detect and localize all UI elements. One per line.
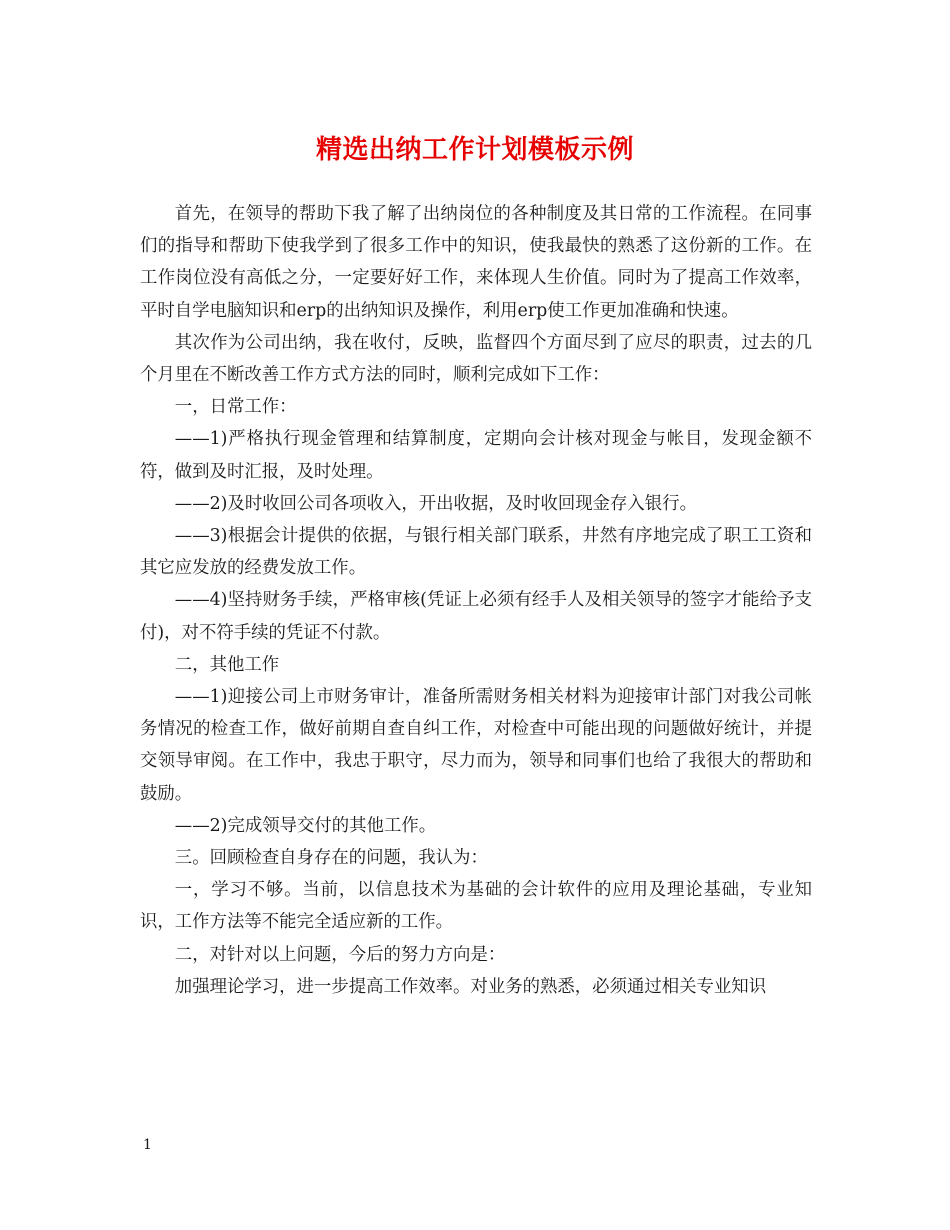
- document-title: 精选出纳工作计划模板示例: [315, 135, 634, 165]
- section-heading-review: 三。回顾检查自身存在的问题，我认为：: [174, 848, 488, 869]
- list-item-other-2: ——2)完成领导交付的其他工作。: [174, 815, 437, 836]
- paragraph-intro: 首先，在领导的帮助下我了解了出纳岗位的各种制度及其日常的工作流程。在同事们的指导和帮助下使我学到了很多工作中的知识，使我最快的熟悉了这份新的工作。在工作岗位没有高低之分，一定要好好工作，来体现人生价值。同时为了提高工作效率，平时自学电脑知识和erp的出纳知识及操作，利用erp使工作更加准确和快速。: [140, 204, 812, 321]
- document-body: [140, 198, 812, 1003]
- list-item-daily-3: ——3)根据会计提供的依据，与银行相关部门联系，井然有序地完成了职工工资和其它应发放的经费发放工作。: [140, 526, 812, 579]
- paragraph-second: 其次作为公司出纳，我在收付，反映，监督四个方面尽到了应尽的职责，过去的几个月里在不断改善工作方式方法的同时，顺利完成如下工作：: [140, 332, 812, 386]
- review-item-2: 二，对针对以上问题，今后的努力方向是：: [174, 944, 506, 965]
- list-item-daily-4: ——4)坚持财务手续，严格审核(凭证上必须有经手人及相关领导的签字才能给予支付)，对不符手续的凭证不付款。: [140, 590, 812, 643]
- list-item-other-1: ——1)迎接公司上市财务审计，准备所需财务相关材料为迎接审计部门对我公司帐务情况的检查工作，做好前期自查自纠工作，对检查中可能出现的问题做好统计，并提交领导审阅。在工作中，我忠于职守，尽力而为，领导和同事们也给了我很大的帮助和鼓励。: [140, 687, 812, 804]
- page-number: 1: [143, 1137, 152, 1153]
- list-item-daily-2: ——2)及时收回公司各项收入，开出收据，及时收回现金存入银行。: [174, 493, 697, 514]
- paragraph-closing: 加强理论学习，进一步提高工作效率。对业务的熟悉，必须通过相关专业知识: [174, 976, 767, 997]
- section-heading-daily-work: 一，日常工作：: [174, 397, 297, 418]
- list-item-daily-1: ——1)严格执行现金管理和结算制度，定期向会计核对现金与帐目，发现金额不符，做到及时汇报，及时处理。: [140, 429, 812, 482]
- section-heading-other-work: 二，其他工作: [174, 654, 280, 675]
- review-item-1: 一，学习不够。当前，以信息技术为基础的会计软件的应用及理论基础，专业知识，工作方法等不能完全适应新的工作。: [140, 880, 812, 933]
